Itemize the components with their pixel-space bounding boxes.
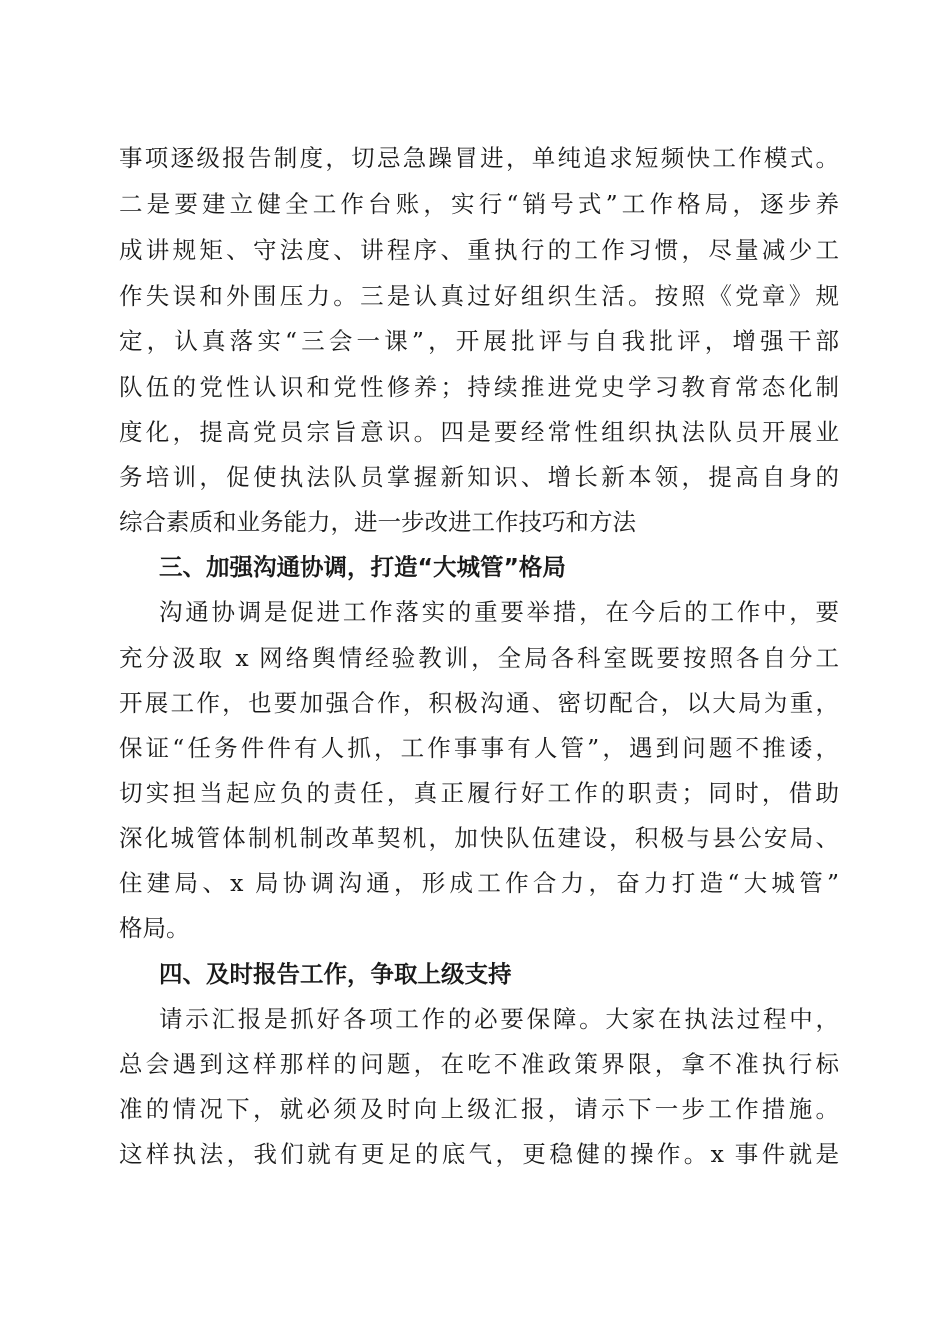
paragraph-1-line-9: 综合素质和业务能力，进一步改进工作技巧和方法 [119, 508, 636, 536]
paragraph-2-line-3: 开展工作，也要加强合作，积极沟通、密切配合，以大局为重， [119, 689, 839, 717]
paragraph-3-line-2: 总会遇到这样那样的问题，在吃不准政策界限，拿不准执行标 [119, 1050, 839, 1078]
paragraph-2-line-6: 深化城管体制机制改革契机，加快队伍建设，积极与县公安局、 [119, 824, 839, 852]
paragraph-2-line-8: 格局。 [119, 914, 190, 942]
paragraph-1-line-5: 定，认真落实“三会一课”，开展批评与自我批评，增强干部 [119, 327, 839, 355]
section-heading-3: 三、加强沟通协调，打造“大城管”格局 [159, 553, 566, 581]
paragraph-3-line-4: 这样执法，我们就有更足的底气，更稳健的操作。x 事件就是 [119, 1140, 839, 1168]
paragraph-1-line-4: 作失误和外围压力。三是认真过好组织生活。按照《党章》规 [119, 282, 839, 310]
paragraph-3-line-3: 准的情况下，就必须及时向上级汇报，请示下一步工作措施。 [119, 1095, 839, 1123]
paragraph-1-line-1: 事项逐级报告制度，切忌急躁冒进，单纯追求短频快工作模式。 [119, 144, 839, 172]
section-heading-4: 四、及时报告工作，争取上级支持 [159, 960, 512, 988]
paragraph-2-line-7: 住建局、x 局协调沟通，形成工作合力，奋力打造“大城管” [119, 869, 839, 897]
paragraph-1-line-8: 务培训，促使执法队员掌握新知识、增长新本领，提高自身的 [119, 463, 839, 491]
paragraph-2-line-4: 保证“任务件件有人抓，工作事事有人管”，遇到问题不推诿， [119, 734, 839, 762]
paragraph-1-line-6: 队伍的党性认识和党性修养；持续推进党史学习教育常态化制 [119, 373, 839, 401]
paragraph-1-line-2: 二是要建立健全工作台账，实行“销号式”工作格局，逐步养 [119, 190, 839, 218]
paragraph-1-line-3: 成讲规矩、守法度、讲程序、重执行的工作习惯，尽量减少工 [119, 236, 839, 264]
paragraph-2-line-5: 切实担当起应负的责任，真正履行好工作的职责；同时，借助 [119, 779, 839, 807]
paragraph-1-line-7: 度化，提高党员宗旨意识。四是要经常性组织执法队员开展业 [119, 418, 839, 446]
paragraph-3-line-1: 请示汇报是抓好各项工作的必要保障。大家在执法过程中， [159, 1005, 839, 1033]
paragraph-2-line-1: 沟通协调是促进工作落实的重要举措，在今后的工作中，要 [159, 598, 839, 626]
paragraph-2-line-2: 充分汲取 x 网络舆情经验教训，全局各科室既要按照各自分工 [119, 644, 839, 672]
